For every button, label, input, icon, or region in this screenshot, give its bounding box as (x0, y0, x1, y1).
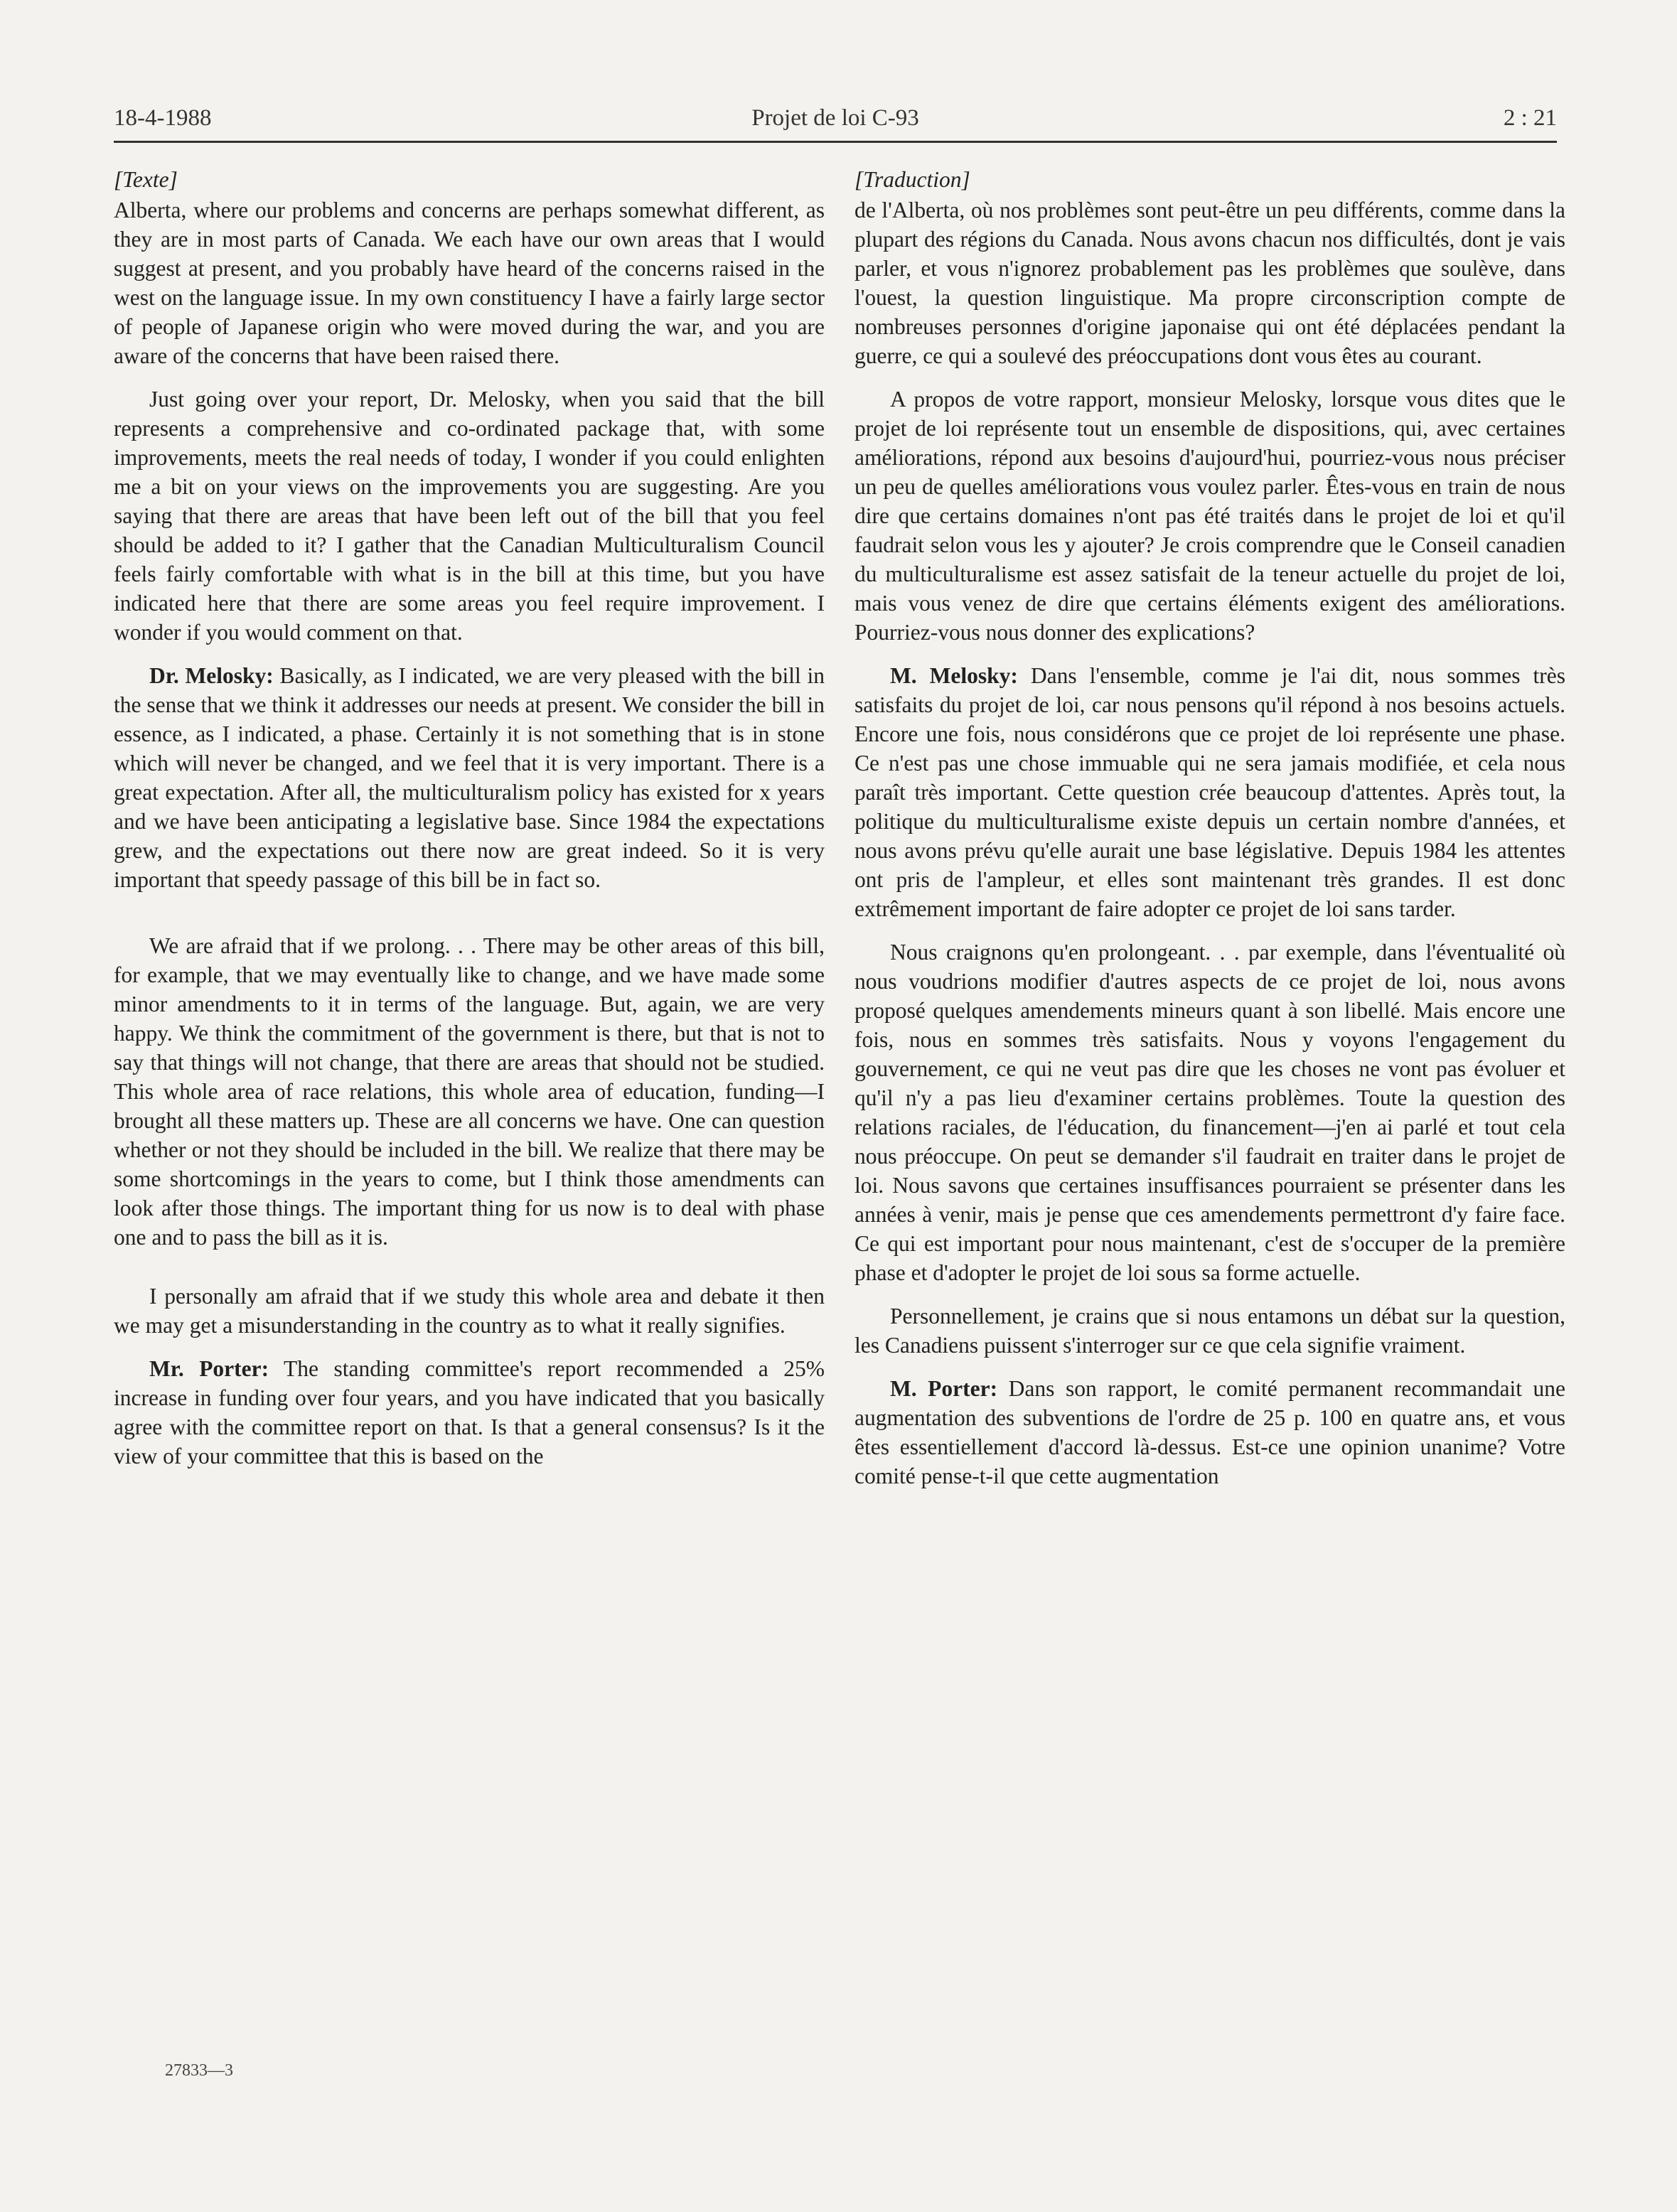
speech-text: Dans son rapport, le comité permanent recommandait une augmentation des subventions de l'ordre de 25 p. 100 en quatre ans, et vous êtes essentiellement d'accord là-dessus. Est-ce une opinion unanime? Votre comité pense-t-il que cette augmentation (854, 1376, 1566, 1488)
speaker-name: M. Porter: (890, 1376, 998, 1401)
french-column (854, 165, 1565, 1505)
paragraph: Nous craignons qu'en prolongeant. . . par exemple, dans l'éventualité où nous voudrions modifier d'autres aspects de ce projet de loi, nous avons proposé quelques amendements mineurs quant à son libellé. Mais encore une fois, nous en sommes très satisfaits. Nous y voyons l'engagement du gouvernement, ce qui ne veut pas dire que les choses ne vont pas évoluer et qu'il n'y a pas lieu d'examiner certains problèmes. Toute la question des relations raciales, de l'éducation, du financement—j'en ai parlé et tout cela nous préoccupe. On peut se demander s'il faudrait en traiter dans le projet de loi. Nous savons que certaines insuffisances pourraient se présenter dans les années à venir, mais je pense que ces amendements permettront d'y faire face. Ce qui est important pour nous maintenant, c'est de s'occuper de la première phase et d'adopter le projet de loi sous sa forme actuelle. (854, 940, 1565, 1285)
paragraph (854, 1374, 1565, 1491)
paragraph (854, 661, 1565, 923)
paragraph: Alberta, where our problems and concerns are perhaps somewhat different, as they are in most parts of Canada. We each have our own areas that I would suggest at present, and you probably have heard of the concerns raised in the west on the language issue. In my own constituency I have a fairly large sector of people of Japanese origin who were moved during the war, and you are aware of the concerns that have been raised there. (114, 198, 825, 368)
speaker-name: Dr. Melosky: (149, 663, 274, 688)
speech-text: Basically, as I indicated, we are very pleased with the bill in the sense that we think it addresses our needs at present. We consider the bill in essence, as I indicated, a phase. Certainly it is not something that is in stone which will never be changed, and we feel that it is very important. There is a great expectation. After all, the multiculturalism policy has existed for x years and we have been anticipating a legislative base. Since 1984 the expectations grew, and the expectations out there now are great indeed. So it is very important that speedy passage of this bill be in fact so. (114, 663, 825, 892)
paragraph (114, 1354, 825, 1471)
header-rule (114, 141, 1557, 143)
page-header (114, 105, 1557, 141)
paragraph: A propos de votre rapport, monsieur Melosky, lorsque vous dites que le projet de loi représente tout un ensemble de dispositions, qui, avec certaines améliorations, répond aux besoins d'aujourd'hui, pourriez-vous nous préciser un peu de quelles améliorations vous voulez parler. Êtes-vous en train de nous dire que certains domaines n'ont pas été traités dans le projet de loi et qu'il faudrait selon vous les y ajouter? Je crois comprendre que le Conseil canadien du multiculturalisme est assez satisfait de la teneur actuelle du projet de loi, mais vous venez de dire que certains éléments exigent des améliorations. Pourriez-vous nous donner des explications? (854, 387, 1565, 645)
paragraph: I personally am afraid that if we study this whole area and debate it then we may get a misunderstanding in the country as to what it really signifies. (114, 1284, 825, 1338)
speech-text: Dans l'ensemble, comme je l'ai dit, nous sommes très satisfaits du projet de loi, car nous pensons qu'il répond à nos besoins actuels. Encore une fois, nous considérons que ce projet de loi représente une phase. Ce n'est pas une chose immuable qui ne sera jamais modifiée, et cela nous paraît très important. Cette question crée beaucoup d'attentes. Après tout, la politique du multiculturalisme existe depuis un certain nombre d'années, et nous avons prévu qu'elle aurait une base législative. Depuis 1984 les attentes ont pris de l'ampleur, et elles sont maintenant très grandes. Il est donc extrêmement important de faire adopter ce projet de loi sans tarder. (854, 663, 1566, 921)
paragraph (114, 661, 825, 894)
speaker-name: Mr. Porter: (149, 1356, 269, 1381)
paragraph: Just going over your report, Dr. Melosky, when you said that the bill represents a comprehensive and co-ordinated package that, with some improvements, meets the real needs of today, I wonder if you could enlighten me a bit on your views on the improvements you are suggesting. Are you saying that there are areas that have been left out of the bill that you feel should be added to it? I gather that the Canadian Multiculturalism Council feels fairly comfortable with what is in the bill at this time, but you have indicated here that there are some areas you feel require improvement. I wonder if you would comment on that. (114, 387, 825, 645)
english-column (114, 165, 825, 1485)
speaker-name: M. Melosky: (890, 663, 1018, 688)
header-page-number: 2 : 21 (1503, 105, 1557, 131)
header-date: 18-4-1988 (114, 105, 212, 131)
print-code: 27833—3 (165, 2061, 233, 2080)
paragraph: Personnellement, je crains que si nous entamons un débat sur la question, les Canadiens puissent s'interroger sur ce que cela signifie vraiment. (854, 1304, 1565, 1358)
speech-text: The standing committee's report recommended a 25% increase in funding over four years, and you have indicated that you basically agree with the committee report on that. Is that a general consensus? Is it the view of your committee that this is based on the (114, 1356, 825, 1469)
column-label-traduction: [Traduction] (854, 167, 970, 192)
paragraph: We are afraid that if we prolong. . . There may be other areas of this bill, for example, that we may eventually like to change, and we have made some minor amendments to it in terms of the language. But, again, we are very happy. We think the commitment of the government is there, but that is not to say that things will not change, that there are areas that should not be studied. This whole area of race relations, this whole area of education, funding—I brought all these matters up. These are all concerns we have. One can question whether or not they should be included in the bill. We realize that there may be some shortcomings in the years to come, but I think those amendments can look after those things. The important thing for us now is to deal with phase one and to pass the bill as it is. (114, 933, 825, 1250)
paragraph: de l'Alberta, où nos problèmes sont peut-être un peu différents, comme dans la plupart des régions du Canada. Nous avons chacun nos difficultés, dont je vais parler, et vous n'ignorez probablement pas les problèmes que soulève, dans l'ouest, la question linguistique. Ma propre circonscription compte de nombreuses personnes d'origine japonaise qui ont été déplacées pendant la guerre, ce qui a soulevé des préoccupations dont vous êtes au courant. (854, 198, 1565, 368)
header-title: Projet de loi C-93 (751, 105, 919, 131)
column-label-text: [Texte] (114, 167, 178, 192)
